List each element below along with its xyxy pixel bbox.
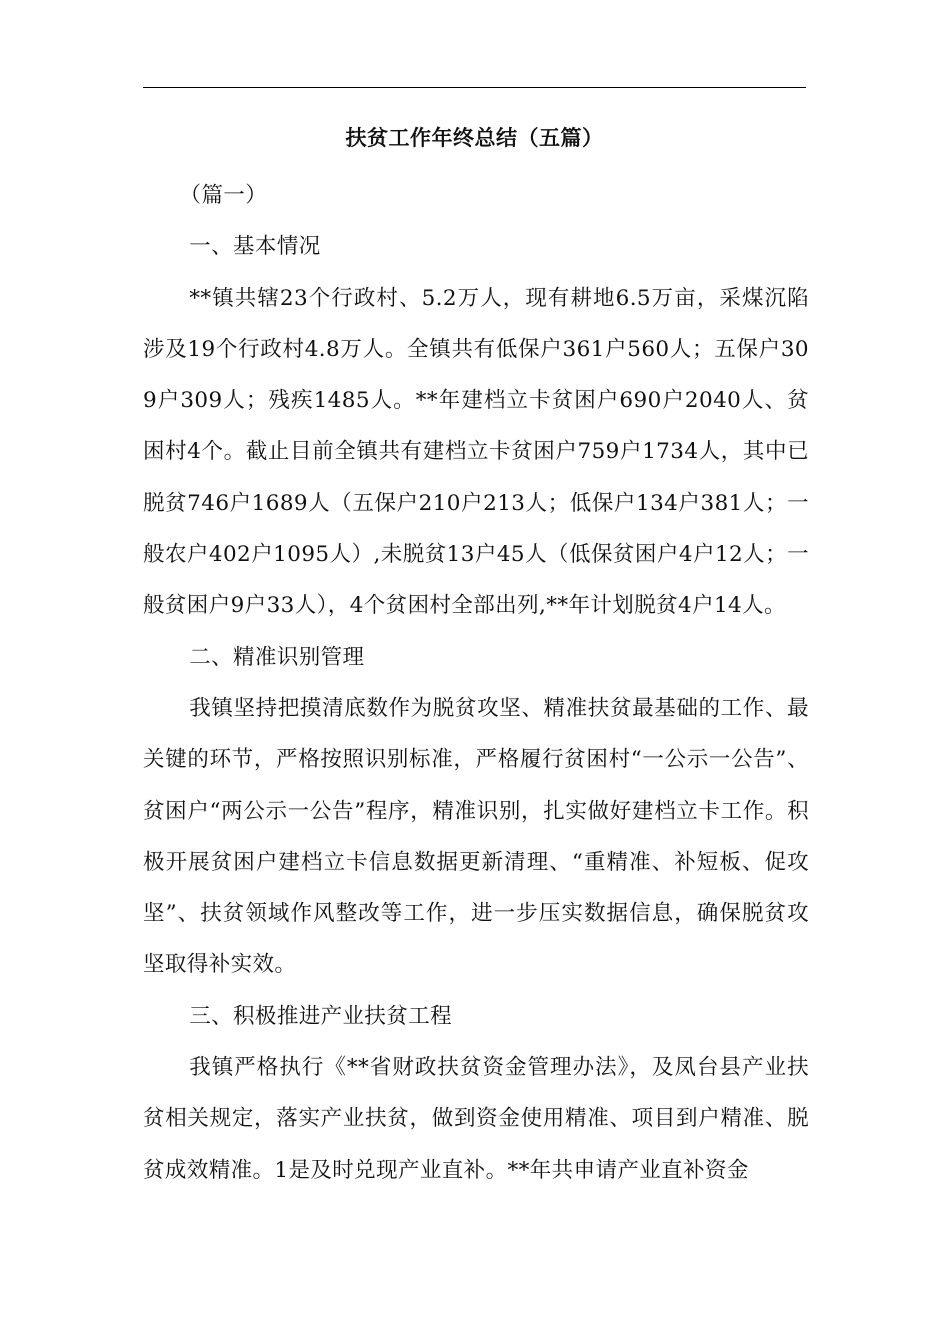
body-paragraph: 我镇坚持把摸清底数作为脱贫攻坚、精准扶贫最基础的工作、最关键的环节，严格按照识别标准，严格履行贫困村“一公示一公告”、贫困户“两公示一公告”程序，精准识别，扎实做好建档立卡工作。积极开展贫困户建档立卡信息数据更新清理、“重精准、补短板、促攻坚”、扶贫领域作风整改等工作，进一步压实数据信息，确保脱贫攻坚取得补实效。 (143, 695, 809, 978)
body-paragraph: 我镇严格执行《**省财政扶贫资金管理办法》，及凤台县产业扶贫相关规定，落实产业扶贫，做到资金使用精准、项目到户精准、脱贫成效精准。1是及时兑现产业直补。**年共申请产业直补资金 (143, 1055, 809, 1183)
section-heading: 一、基本情况 (189, 234, 321, 260)
body-paragraph: **镇共辖23个行政村、5.2万人，现有耕地6.5万亩，采煤沉陷涉及19个行政村4.8万人。全镇共有低保户361户560人；五保户309户309人；残疾1485人。**年建档立卡贫困户690户2040人、贫困村4个。截止目前全镇共有建档立卡贫困户759户1734人，其中已脱贫746户1689人（五保户210户213人；低保户134户381人；一般农户402户1095人）,未脱贫13户45人（低保贫困户4户12人；一般贫困户9户33人），4个贫困村全部出列,**年计划脱贫4户14人。 (143, 285, 809, 619)
document-title: 扶贫工作年终总结（五篇） (345, 126, 604, 150)
document-body (143, 170, 809, 1196)
header-rule (143, 87, 806, 88)
section-heading: 三、积极推进产业扶贫工程 (189, 1003, 453, 1029)
section-label: （篇一） (179, 183, 268, 208)
section-heading: 二、精准识别管理 (189, 644, 365, 670)
